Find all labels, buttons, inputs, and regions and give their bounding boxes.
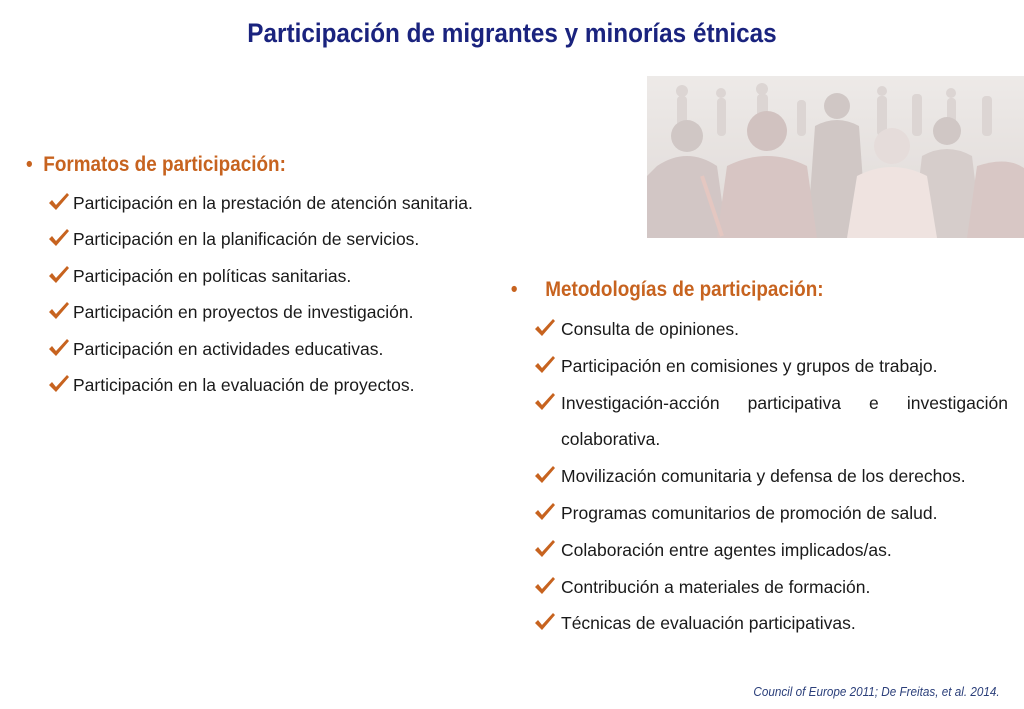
checkmark-icon [534, 318, 556, 338]
list-item [26, 294, 526, 330]
list-item [26, 258, 526, 294]
checkmark-icon [48, 338, 70, 358]
list-item-text: Participación en actividades educativas. [73, 338, 384, 359]
list-item [510, 311, 1008, 348]
list-item-text: Técnicas de evaluación participativas. [561, 613, 856, 634]
formats-heading [26, 153, 476, 177]
list-item-text: Participación en comisiones y grupos de trabajo. [561, 355, 938, 376]
list-item [510, 495, 1008, 532]
list-item-text: Consulta de opiniones. [561, 319, 740, 339]
participation-methodologies-section [510, 278, 1008, 642]
list-item-text: Participación en la prestación de atención sanitaria. [73, 193, 473, 213]
citation: Council of Europe 2011; De Freitas, et al. 2014. [753, 684, 1000, 699]
list-item [510, 569, 1008, 606]
checkmark-icon [48, 301, 70, 321]
methodologies-heading-text: Metodologías de participación: [545, 278, 824, 301]
list-item-text: Participación en la planificación de servicios. [73, 229, 420, 250]
list-item-text: Movilización comunitaria y defensa de los derechos. [561, 466, 966, 487]
checkmark-icon [48, 265, 70, 285]
list-item-text: Participación en la evaluación de proyectos. [73, 375, 415, 396]
crowd-photo [647, 76, 1024, 238]
checkmark-icon [534, 539, 556, 559]
list-item-text: Contribución a materiales de formación. [561, 576, 871, 597]
methodologies-heading [510, 278, 958, 302]
list-item [26, 185, 526, 221]
checkmark-icon [534, 355, 556, 375]
checkmark-icon [534, 612, 556, 632]
list-item [510, 532, 1008, 569]
checkmark-icon [48, 374, 70, 394]
list-item [26, 221, 526, 257]
checkmark-icon [534, 502, 556, 522]
list-item-text: Participación en políticas sanitarias. [73, 265, 352, 286]
list-item [510, 458, 1008, 495]
list-item [510, 605, 1008, 642]
checkmark-icon [48, 192, 70, 212]
list-item [510, 348, 1008, 385]
heading-bullet: • [26, 153, 33, 176]
list-item-text: Investigación-acción participativa e investigación colaborativa. [561, 392, 1008, 450]
formats-list [26, 185, 526, 403]
heading-bullet: • [510, 278, 518, 301]
checkmark-icon [534, 576, 556, 596]
crowd-photo-icon [647, 76, 1024, 238]
list-item-text: Programas comunitarios de promoción de salud. [561, 502, 938, 523]
list-item-text: Participación en proyectos de investigación. [73, 302, 414, 323]
list-item [510, 385, 1008, 459]
checkmark-icon [48, 228, 70, 248]
methodologies-list [510, 311, 1008, 642]
checkmark-icon [534, 392, 556, 412]
slide-title: Participación de migrantes y minorías étnicas [247, 18, 777, 48]
list-item-text: Colaboración entre agentes implicados/as. [561, 539, 892, 560]
list-item [26, 367, 526, 403]
checkmark-icon [534, 465, 556, 485]
list-item [26, 331, 526, 367]
participation-formats-section [26, 153, 526, 403]
formats-heading-text: Formatos de participación: [43, 153, 286, 176]
